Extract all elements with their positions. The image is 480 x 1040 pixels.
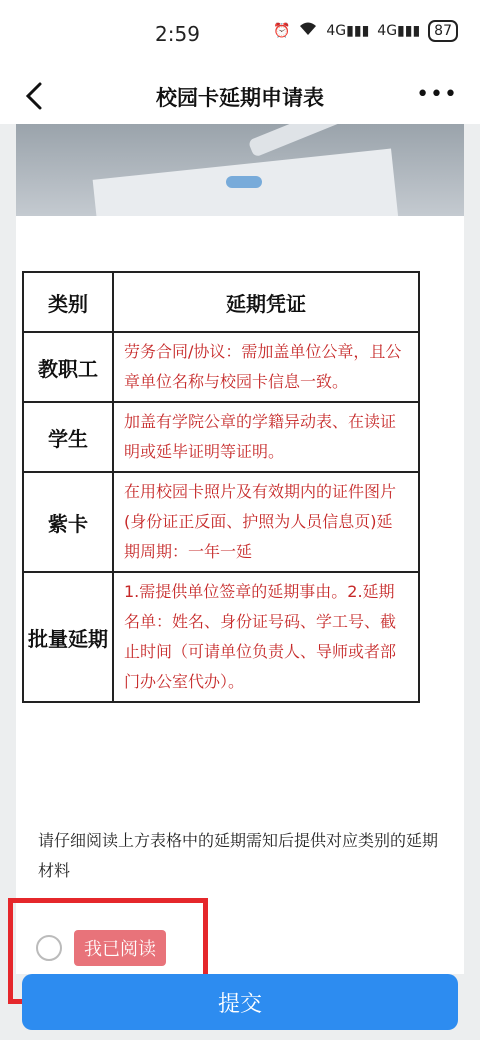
row-category: 紫卡: [23, 472, 113, 572]
row-requirement: 1.需提供单位签章的延期事由。2.延期名单：姓名、身份证号码、学工号、截止时间（可请单位负责人、导师或者部门办公室代办）。: [113, 572, 419, 702]
status-time: 2:59: [155, 22, 200, 46]
banner-image: [16, 124, 464, 216]
row-category: 批量延期: [23, 572, 113, 702]
page-title: 校园卡延期申请表: [156, 86, 324, 110]
banner-chart-mark: [226, 176, 262, 188]
read-confirm-label[interactable]: 我已阅读: [74, 930, 166, 966]
table-row: [23, 572, 419, 702]
signal-icon-1: 4G▮▮▮: [326, 23, 370, 39]
row-category: 学生: [23, 402, 113, 472]
table-row: [23, 472, 419, 572]
wifi-icon: [298, 21, 318, 41]
header-category: 类别: [23, 272, 113, 332]
nav-bar: [0, 68, 480, 124]
table-header-row: [23, 272, 419, 332]
extension-requirements-table: [22, 271, 420, 703]
battery-icon: 87: [428, 20, 458, 42]
row-requirement: 在用校园卡照片及有效期内的证件图片(身份证正反面、护照为人员信息页)延期周期：一年一延: [113, 472, 419, 572]
signal-icon-2: 4G▮▮▮: [377, 23, 421, 39]
table-row: [23, 332, 419, 402]
table-row: [23, 402, 419, 472]
submit-button[interactable]: 提交: [22, 974, 458, 1030]
row-category: 教职工: [23, 332, 113, 402]
alarm-icon: ⏰: [272, 23, 291, 39]
status-icons: [273, 20, 458, 42]
more-menu-icon[interactable]: •••: [416, 82, 458, 107]
row-requirement: 劳务合同/协议：需加盖单位公章，且公章单位名称与校园卡信息一致。: [113, 332, 419, 402]
header-requirement: 延期凭证: [113, 272, 419, 332]
reading-notice: 请仔细阅读上方表格中的延期需知后提供对应类别的延期材料: [38, 831, 439, 880]
status-bar: [0, 0, 480, 68]
row-requirement: 加盖有学院公章的学籍异动表、在读证明或延毕证明等证明。: [113, 402, 419, 472]
